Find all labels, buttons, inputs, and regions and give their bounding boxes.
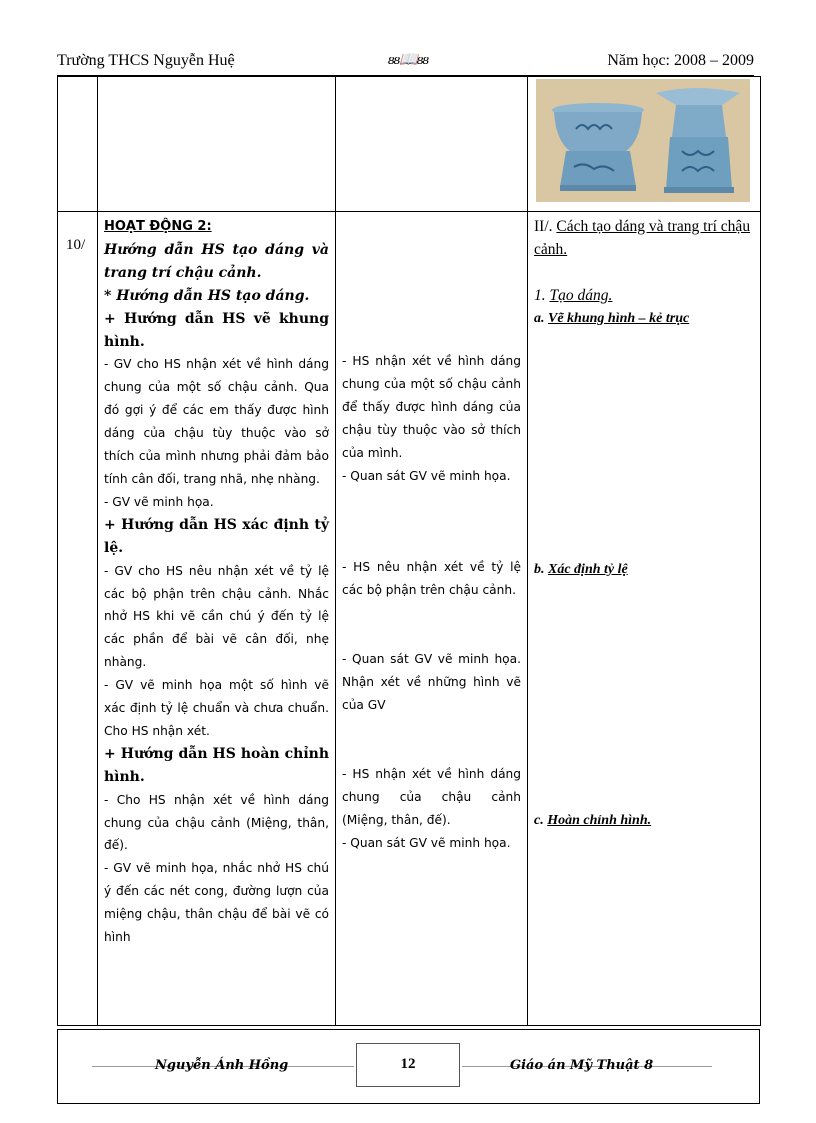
activity-row bbox=[58, 212, 761, 1026]
student-text: - Quan sát GV vẽ minh họa. Nhận xét về những hình vẽ của GV bbox=[342, 652, 521, 713]
school-year: Năm học: 2008 – 2009 bbox=[607, 52, 754, 69]
step-text: - GV cho HS nhận xét về hình dáng chung của một số chậu cảnh. Qua đó gợi ý để các em thấy được hình dáng của chậu tùy thuộc vào sở thích của mình nhưng phải đảm bảo tính cân đối, trang nhã, nhẹ nhàng. bbox=[104, 357, 329, 486]
student-cell bbox=[336, 77, 528, 212]
student-text: - HS nêu nhận xét về tỷ lệ các bộ phận trên chậu cảnh. bbox=[342, 560, 521, 598]
content-cell bbox=[528, 212, 761, 1026]
step-title: + Hướng dẫn HS hoàn chỉnh hình. bbox=[104, 745, 329, 785]
step-text: - GV vẽ minh họa. bbox=[104, 494, 214, 509]
footer-divider bbox=[57, 1025, 760, 1026]
teacher-cell bbox=[98, 212, 336, 1026]
page-number: 12 bbox=[356, 1043, 460, 1087]
item-a: a. Vẽ khung hình – kẻ trục bbox=[534, 310, 690, 326]
activity-title: Hướng dẫn HS tạo dáng và trang trí chậu cảnh. bbox=[104, 241, 329, 281]
step-text: - GV cho HS nêu nhận xét về tỷ lệ các bộ phận trên chậu cảnh. Nhắc nhở HS khi vẽ cần chú ý đến tỷ lệ các phần để bài vẽ cân đối, nhẹ nhàng. bbox=[104, 563, 329, 670]
footer-author: Nguyễn Ánh Hồng bbox=[155, 1058, 289, 1073]
item-c: c. Hoàn chỉnh hình. bbox=[534, 812, 652, 828]
item-1: 1. Tạo dáng. bbox=[534, 286, 613, 304]
student-text: - HS nhận xét về hình dáng chung của chậu cảnh (Miệng, thân, đế). bbox=[342, 766, 521, 827]
student-text: - HS nhận xét về hình dáng chung của một số chậu cảnh để thấy được hình dáng của chậu tùy thuộc vào sở thích của mình. bbox=[342, 354, 521, 460]
step-text: - Cho HS nhận xét về hình dáng chung của chậu cảnh (Miệng, thân, đế). bbox=[104, 792, 329, 853]
teacher-cell bbox=[98, 77, 336, 212]
item-b: b. Xác định tỷ lệ bbox=[534, 561, 628, 577]
school-name: Trường THCS Nguyễn Huệ bbox=[57, 52, 235, 69]
header-ornament: ᴕᴕ📖ᴕᴕ bbox=[388, 52, 429, 68]
lesson-table bbox=[57, 76, 761, 1026]
sub-heading: * Hướng dẫn HS tạo dáng. bbox=[104, 287, 310, 304]
footer-title: Giáo án Mỹ Thuật 8 bbox=[510, 1058, 654, 1073]
student-text: - Quan sát GV vẽ minh họa. bbox=[342, 468, 511, 483]
step-text: - GV vẽ minh họa, nhắc nhở HS chú ý đến các nét cong, đường lượn của miệng chậu, thân chậu để bài vẽ có hình bbox=[104, 861, 329, 945]
ceramic-pots-image bbox=[536, 79, 750, 202]
time-cell bbox=[58, 77, 98, 212]
time-cell bbox=[58, 212, 98, 1026]
student-cell bbox=[336, 212, 528, 1026]
section-heading: II/. Cách tạo dáng và trang trí chậu cảnh. bbox=[534, 218, 751, 258]
activity-heading: HOẠT ĐỘNG 2: bbox=[104, 219, 212, 234]
step-text: - GV vẽ minh họa một số hình vẽ xác định tỷ lệ chuẩn và chưa chuẩn. Cho HS nhận xét. bbox=[104, 678, 329, 738]
step-title: + Hướng dẫn HS vẽ khung hình. bbox=[104, 310, 329, 350]
step-title: + Hướng dẫn HS xác định tỷ lệ. bbox=[104, 516, 329, 556]
student-text: - Quan sát GV vẽ minh họa. bbox=[342, 835, 511, 850]
time-value: 10/ bbox=[66, 237, 86, 253]
